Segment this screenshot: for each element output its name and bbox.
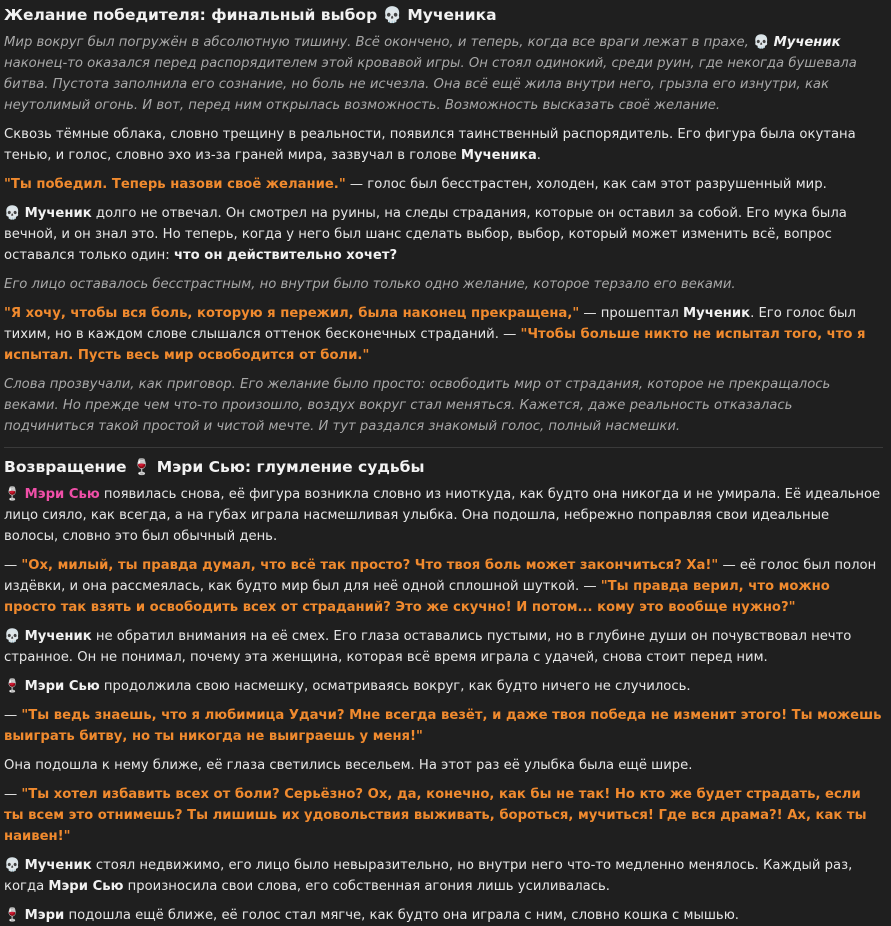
paragraph: Его лицо оставалось бесстрастным, но внутри было только одно желание, которое терзало его веками. bbox=[4, 277, 736, 292]
text: — прошептал bbox=[579, 306, 684, 321]
character-name: Мученика bbox=[460, 148, 537, 163]
paragraph: Слова прозвучали, как приговор. Его желание было просто: освободить мир от страдания, которое не прекращалось веками. Но прежде чем что-то произошло, воздух вокруг стал меняться. Кажется, даже реальность отказалась подчиниться такой простой и чистой мечте. И тут раздался знакомый голос, полный насмешки. bbox=[4, 377, 831, 434]
text: продолжила свою насмешку, осматриваясь вокруг, как будто ничего не случилось. bbox=[99, 679, 691, 694]
text: — её голос был полон издёвки, и она рассмеялась, как будто мир был для неё одной сплошной шуткой. — bbox=[4, 558, 877, 594]
character-name: Мученик bbox=[24, 206, 92, 221]
paragraph bbox=[4, 484, 883, 547]
paragraph bbox=[4, 555, 883, 618]
paragraph bbox=[4, 905, 883, 926]
section-winner-wish bbox=[4, 4, 883, 437]
paragraph bbox=[4, 676, 883, 697]
dash: — bbox=[4, 708, 22, 723]
text: появилась снова, её фигура возникла словно из ниоткуда, как будто она никогда и не умирала. Её идеальное лицо сияло, как всегда, а на губах играла насмешливая улыбка. Она подошла, небрежно поправляя свои идеальные волосы, словно это был обычный день. bbox=[4, 487, 881, 544]
character-name: Мэри Сью bbox=[48, 879, 124, 894]
wine-glass-icon: 🍷 bbox=[4, 487, 21, 502]
paragraph bbox=[4, 303, 883, 366]
paragraph bbox=[4, 32, 883, 116]
character-name: Мученик bbox=[773, 35, 841, 50]
wine-glass-icon: 🍷 bbox=[131, 458, 152, 476]
quote: "Ты правда верил, что можно просто так взять и освободить всех от страданий? Это же скучно! И потом... кому это вообще нужно?" bbox=[4, 579, 830, 615]
skull-icon: 💀 bbox=[4, 206, 21, 221]
text: стоял недвижимо, его лицо было невыразительно, но внутри него что-то медленно менялось. Каждый раз, когда bbox=[4, 858, 853, 894]
character-name: Мученик bbox=[683, 306, 751, 321]
wine-glass-icon: 🍷 bbox=[4, 908, 21, 923]
character-name: Мученик bbox=[24, 858, 92, 873]
quote: "Ох, милый, ты правда думал, что всё так просто? Что твоя боль может закончиться? Ха!" bbox=[21, 558, 719, 573]
bold-text: что он действительно хочет? bbox=[173, 248, 398, 263]
title-text: Желание победителя: финальный выбор bbox=[4, 6, 378, 24]
text: наконец-то оказался перед распорядителем этой кровавой игры. Он стоял одинокий, среди руин, где некогда бушевала битва. Пустота заполнила его сознание, но боль не исчезла. Она всё ещё жила внутри него, грызла его изнутри, как неутолимый огонь. И вот, перед ним открылась возможность. Возможность высказать своё желание. bbox=[4, 56, 857, 113]
paragraph bbox=[4, 626, 883, 668]
paragraph bbox=[4, 784, 883, 847]
text: Сквозь тёмные облака, словно трещину в реальности, появился таинственный распорядитель. Его фигура была окутана тенью, и голос, словно эхо из-за граней мира, зазвучал в голове bbox=[4, 127, 856, 163]
character-name: Мэри Сью bbox=[24, 487, 100, 502]
text: . bbox=[536, 148, 541, 163]
section-title bbox=[4, 4, 883, 26]
title-text: Возвращение bbox=[4, 458, 127, 476]
paragraph bbox=[4, 855, 883, 897]
skull-icon: 💀 bbox=[752, 35, 770, 50]
text: произносила свои слова, его собственная агония лишь усиливалась. bbox=[123, 879, 610, 894]
wine-glass-icon: 🍷 bbox=[4, 679, 21, 694]
title-name: Мученика bbox=[407, 6, 497, 24]
skull-icon: 💀 bbox=[382, 6, 402, 24]
paragraph bbox=[4, 203, 883, 266]
paragraph bbox=[4, 705, 883, 747]
paragraph bbox=[4, 124, 883, 166]
paragraph bbox=[4, 174, 883, 195]
character-name: Мученик bbox=[24, 629, 92, 644]
text: долго не отвечал. Он смотрел на руины, на следы страдания, которые он оставил за собой. Его мука была вечной, и он знал это. Но теперь, когда у него был шанс сделать выбор, выбор, который может изменить всё, вопрос оставался только один: bbox=[4, 206, 847, 263]
text: подошла ещё ближе, её голос стал мягче, как будто она играла с ним, словно кошка с мышью. bbox=[64, 908, 739, 923]
skull-icon: 💀 bbox=[4, 629, 21, 644]
quote: "Я хочу, чтобы вся боль, которую я пережил, была наконец прекращена," bbox=[4, 306, 580, 321]
title-text: Мэри Сью: глумление судьбы bbox=[156, 458, 425, 476]
text: Мир вокруг был погружён в абсолютную тишину. Всё окончено, и теперь, когда все враги лежат в прахе, bbox=[4, 35, 749, 50]
text: . Его голос был тихим, но в каждом слове слышался оттенок бесконечных страданий. — bbox=[4, 306, 856, 342]
quote: "Ты победил. Теперь назови своё желание." bbox=[4, 177, 346, 192]
text: — голос был бесстрастен, холоден, как сам этот разрушенный мир. bbox=[345, 177, 827, 192]
quote: "Ты ведь знаешь, что я любимица Удачи? Мне всегда везёт, и даже твоя победа не изменит этого! Ты можешь выиграть битву, но ты никогда не выиграешь у меня!" bbox=[4, 708, 882, 744]
paragraph: Она подошла к нему ближе, её глаза светились весельем. На этот раз её улыбка была ещё шире. bbox=[4, 758, 693, 773]
section-title bbox=[4, 456, 883, 478]
quote: "Чтобы больше никто не испытал того, что я испытал. Пусть весь мир освободится от боли." bbox=[4, 327, 866, 363]
character-name: Мэри Сью bbox=[24, 679, 100, 694]
quote: "Ты хотел избавить всех от боли? Серьёзно? Ох, да, конечно, как бы не так! Но кто же будет страдать, если ты всем это отнимешь? Ты лишишь их удовольствия выживать, бороться, мучиться! Где вся драма?! Ах, как ты наивен!" bbox=[4, 787, 867, 844]
dash: — bbox=[4, 558, 22, 573]
skull-icon: 💀 bbox=[4, 858, 21, 873]
text: не обратил внимания на её смех. Его глаза оставались пустыми, но в глубине души он почувствовал нечто странное. Он не понимал, почему эта женщина, которая всё время играла с удачей, снова стоит перед ним. bbox=[4, 629, 852, 665]
section-mary-sue-return bbox=[4, 456, 883, 926]
section-divider bbox=[4, 447, 883, 448]
dash: — bbox=[4, 787, 22, 802]
character-name: Мэри bbox=[24, 908, 65, 923]
